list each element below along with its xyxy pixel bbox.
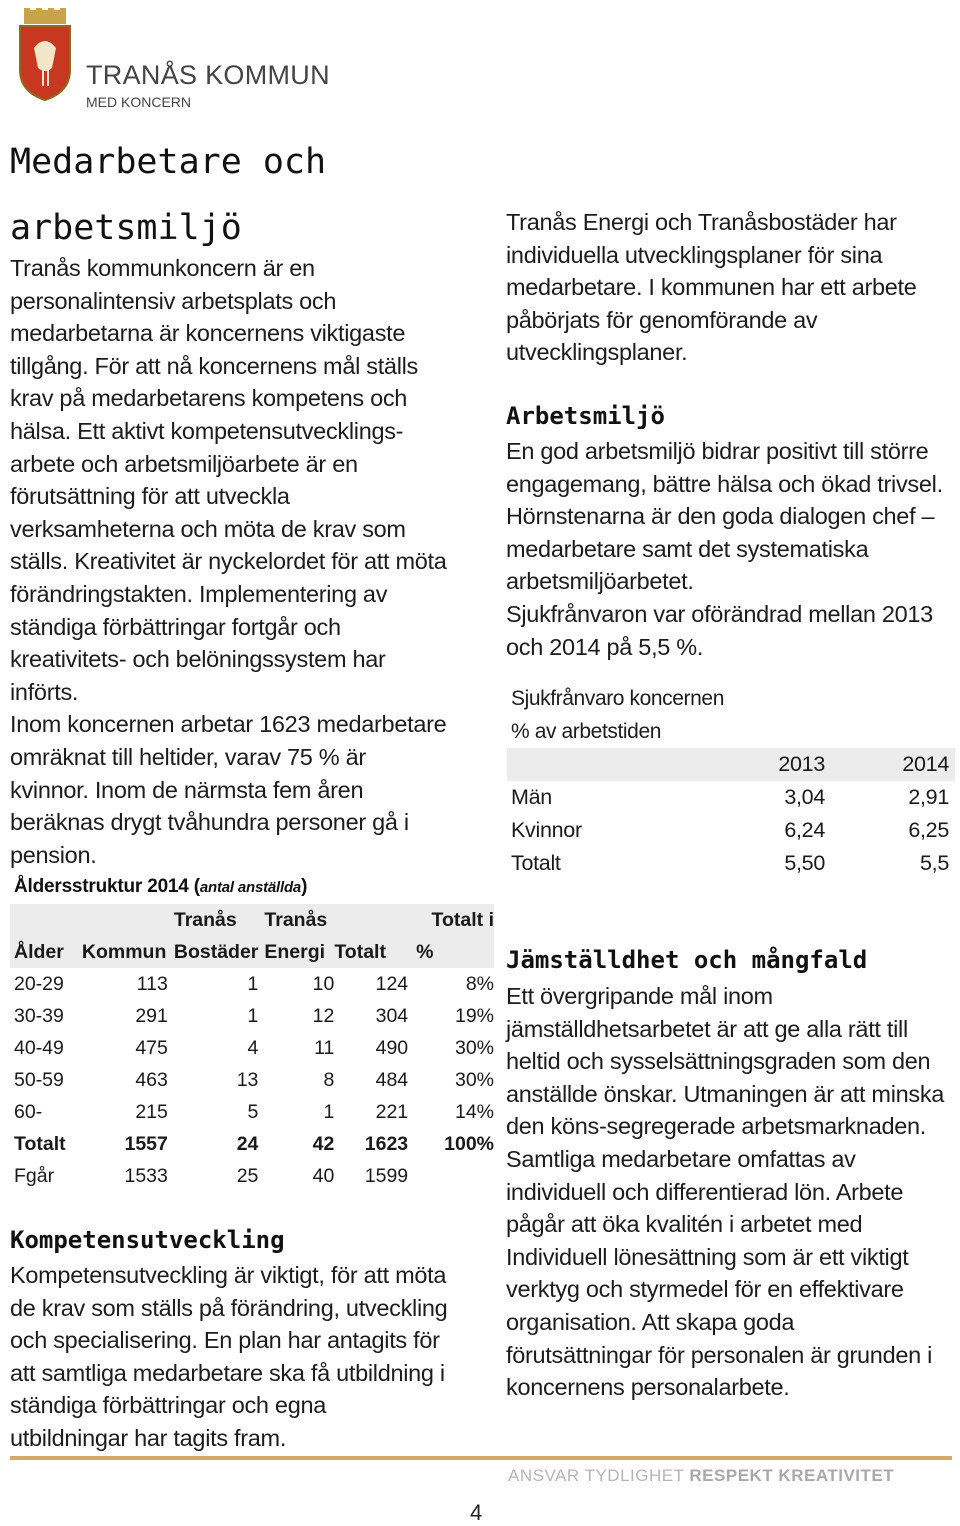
table-total-row: Totalt 1557 24 42 1623 100% (14, 1132, 494, 1155)
jamstalldhet-text (506, 980, 946, 1404)
table-row: Totalt 5,50 5,5 (511, 851, 949, 875)
header-logo (12, 8, 332, 108)
header-cell: Bostäder (168, 936, 259, 968)
intro-text (10, 252, 450, 871)
section-heading-arbetsmiljo: Arbetsmiljö (506, 402, 665, 430)
age-structure-table (10, 904, 494, 1192)
table-row: 30-39 291 1 12 304 19% (14, 1004, 494, 1027)
header-cell: Tranås (168, 904, 259, 936)
age-table-caption: Åldersstruktur 2014 (antal anställda) (14, 876, 308, 897)
table-row: 20-29 113 1 10 124 8% (14, 972, 494, 995)
header-cell: Totalt i (408, 904, 494, 936)
header-cell: 2014 (825, 748, 955, 781)
arbetsmiljo-text (506, 435, 946, 663)
page-title-line-2: arbetsmiljö (10, 208, 242, 248)
footer-divider (10, 1456, 952, 1460)
intro-paragraph-2: Inom koncernen arbetar 1623 medarbetare omräknat till heltider, varav 75 % är kvinnor. Inom de närmsta fem åren beräknas drygt tvåhundra personer gå i pension. (10, 711, 447, 868)
header-cell: Energi (258, 936, 334, 968)
page-title-line-1: Medarbetare och (10, 142, 327, 182)
arbetsmiljo-paragraph-1: En god arbetsmiljö bidrar positivt till större engagemang, bättre hälsa och ökad trivsel. Hörnstenarna är den goda dialogen chef – medarbetare samt det systematiska arbetsmiljöarbetet. (506, 438, 943, 595)
section-heading-kompetens: Kompetensutveckling (10, 1226, 285, 1254)
page-number: 4 (470, 1500, 483, 1525)
header-cell: Kommun (82, 936, 168, 968)
table-row: 50-59 463 13 8 484 30% (14, 1068, 494, 1091)
table-header-row (10, 936, 494, 968)
jamstalldhet-paragraph-2: Samtliga medarbetare omfattas av individuell och differentierad lön. Arbete pågår att öka kvalitén i arbetet med Individuell lönesättning som är ett viktigt verktyg och styrmedel för en effektivare organisation. Att skapa goda förutsättningar för personalen är grunden i koncernens personalarbete. (506, 1145, 933, 1401)
org-name: TRANÅS KOMMUN (86, 60, 330, 90)
table-row: 40-49 475 4 11 490 30% (14, 1036, 494, 1059)
sick-leave-table (507, 748, 955, 880)
arbetsmiljo-paragraph-2: Sjukfrånvaron var oförändrad mellan 2013 och 2014 på 5,5 %. (506, 600, 933, 660)
jamstalldhet-paragraph-1: Ett övergripande mål inom jämställdhetsarbetet är att ge alla rätt till heltid och sysselsättningsgraden som den anställde önskar. Utmaningen är att minska den köns-segregerade arbetsmarknaden. (506, 983, 945, 1140)
header-cell: Tranås (258, 904, 334, 936)
sick-table-caption-2: % av arbetstiden (511, 720, 662, 743)
header-cell: Ålder (10, 936, 82, 968)
right-intro-text: Tranås Energi och Tranåsbostäder har individuella utvecklingsplaner för sina medarbetare. I kommunen har ett arbete påbörjats för genomförande av utvecklingsplaner. (506, 209, 917, 366)
section-heading-jamstalldhet: Jämställdhet och mångfald (506, 946, 868, 974)
table-header-row (507, 748, 955, 781)
header-cell: % (408, 936, 494, 968)
org-subtitle: MED KONCERN (86, 94, 192, 110)
header-cell: 2013 (707, 748, 825, 781)
table-previous-year-row: Fgår 1533 25 40 1599 (14, 1164, 409, 1187)
table-row: 60- 215 5 1 221 14% (14, 1100, 494, 1123)
coat-of-arms-icon (12, 8, 78, 104)
sick-table-caption-1: Sjukfrånvaro koncernen (511, 687, 724, 710)
header-cell: Totalt (334, 936, 408, 968)
table-header-row (10, 904, 494, 936)
table-row: Män 3,04 2,91 (511, 785, 949, 809)
table-row: Kvinnor 6,24 6,25 (511, 818, 949, 842)
kompetens-text: Kompetensutveckling är viktigt, för att möta de krav som ställs på förändring, utveckling och specialisering. En plan har antagits för att samtliga medarbetare ska få utbildning i ständiga förbättringar och egna utbildningar har tagits fram. (10, 1262, 448, 1451)
intro-paragraph-1: Tranås kommunkoncern är en personalintensiv arbetsplats och medarbetarna är koncernens viktigaste tillgång. För att nå koncernens mål ställs krav på medarbetarens kompetens och hälsa. Ett aktivt kompetensutvecklings-arbete och arbetsmiljöarbete är en förutsättning för att utveckla verksamheterna och möta de krav som ställs. Kreativitet är nyckelordet för att möta förändringstakten. Implementering av ständiga förbättringar fortgår och kreativitets- och belöningssystem har införts. (10, 255, 447, 705)
footer-motto: ANSVAR TYDLIGHET RESPEKT KREATIVITET (508, 1466, 895, 1485)
